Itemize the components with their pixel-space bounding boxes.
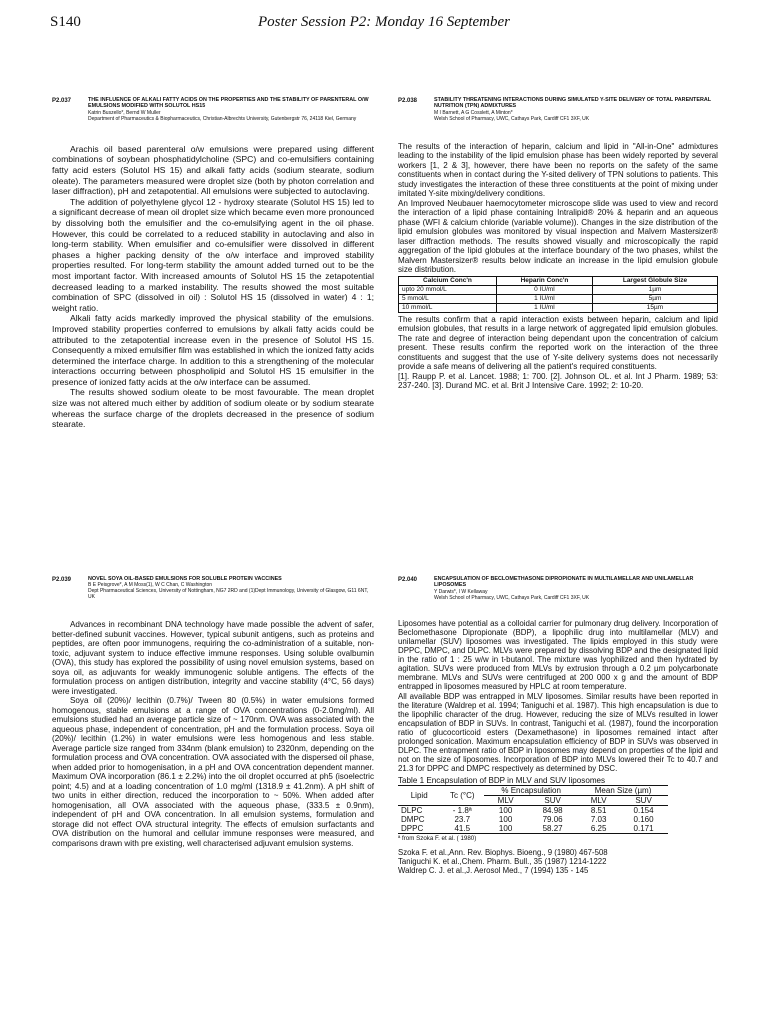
body-paragraph: Alkali fatty acids markedly improved the physical stability of the emulsions. Improved stability properties conferred to emulsions by alkali fatty acids could be attributed to the zetapotential increase even in the presence of Solutol HS 15. Consequently a mixed emulsifier film was established in which the ionized fatty acids determined the interface charge. In addition to this a strengthening of the molecular interactions occurring between phospholipid and Solutol HS 15 emulsifier in the presence of ionized fatty acids at the o/w interface can be assumed. <box>52 313 374 387</box>
abstract-meta <box>434 97 718 122</box>
table-row <box>399 285 718 294</box>
table-cell: 100 <box>484 824 527 834</box>
abstract-authors: Katrin Buszello*, Bernd W Muller <box>88 109 161 116</box>
abstract-id: P2.039 <box>52 577 72 583</box>
table-cell: upto 20 mmol/L <box>399 285 497 294</box>
bdp-encapsulation-table <box>398 785 668 834</box>
reference-item: Szoka F. et al.,Ann. Rev. Biophys. Bioeng., 9 (1980) 467-508 <box>398 848 608 858</box>
table-header: Tc (°C) <box>440 786 484 806</box>
page-header <box>50 14 718 36</box>
abstract-body <box>398 619 718 774</box>
table-header: % Encapsulation <box>484 786 578 796</box>
table-cell: 1µm <box>592 285 717 294</box>
page-number: S140 <box>50 14 81 30</box>
table-cell: 100 <box>498 806 513 816</box>
abstract-header <box>52 97 374 122</box>
body-paragraph: Arachis oil based parenteral o/w emulsions were prepared using different combinations of soybean phosphatidylcholine (SPC) and co-emulsifiers containing fatty acid esters (Solutol HS 15) and alkali fatty acids (sodium stearate, sodium oleate). The parameters measured were droplet size (both by photon correlation and laser diffraction), pH and zetapotential. All emulsions were subjected to autoclaving. <box>52 143 374 197</box>
abstract-authors: B E Peisgrove*, A M Moss(1), W C Chan, C Washington <box>88 582 213 589</box>
body-paragraph: The results showed sodium oleate to be most favourable. The mean droplet size was not altered much either by addition of sodium oleate or by sodium stearate whereas the surface charge of the droplets decreased in the presence of sodium stearate. <box>52 387 374 430</box>
table-cell: 0 IU/ml <box>496 285 592 294</box>
table-footnote: ª from Szoka F. et al. ( 1980) <box>398 835 477 843</box>
table-header: Heparin Conc'n <box>496 276 592 285</box>
body-paragraph: Soya oil (20%)/ lecithin (0.7%)/ Tween 80 (0.5%) in water emulsions formed homogenous, stable emulsions at a range of OVA concentrations (0-2.0mg/ml). All emulsions studied had an average particle size of ~ 170nm. OVA was associated with the aqueous phase, independent of concentration, pH and the formulation process. Soya oil (20%)/ lecithin (1.2%) in water emulsions were less homogenous and less stable. Average particle size ranged from 334nm (blank emulsion) to 2320nm, depending on the formulation process and OVA concentration. OVA associated with the dispersed oil phase, when added prior to homogenisation, in a pH and OVA concentration dependent manner. Maximum OVA incorporation (86.1 ± 2.2%) into the oil droplet occurred at ph5 (isoelectric point; 4.5) and at a loading concentration of 1.0 mg/ml (1318.9 ± 41.2nm). A pH shift of two units in either direction, reduced the incorporation to ~ 50%. When added after homogenisation, all OVA associated with the aqueous phase, (333.5 ± 0.9nm), independent of pH and OVA concentration. In all emulsion systems, formulation and storage did not effect OVA structural integrity. The effects of emulsion surfactants and OVA distribution on the humoral and cellular immune responses were measured, and comparisons drawn with pre existing, well characterised adjuvant emulsion systems. <box>52 696 374 848</box>
table-cell: 0.154 <box>633 806 654 816</box>
table-cell: 79.06 <box>542 815 563 825</box>
abstract-p2037 <box>52 97 374 430</box>
body-paragraph: All available BDP was entrapped in MLV liposomes. Similar results have been reported in the literature (Waldrep et al. 1994; Taniguchi et al. 1987). This high encapsulation is due to the lipophilic character of the drug. However, reducing the size of MLVs resulted in lower encapsulation of BDP in SUVs. In contrast, Taniguchi et al. (1987), found the incorporation ratio of glucocorticoid esters (Dexamethasone) in liposomes remained intact after prolonged sonication. Maximum encapsulation efficiency of BDP in SUVs was observed in DLPC. The entrapment ratio of BDP in liposomes may depend on properties of the lipid and not on the size of liposomes. Incorporation of BDP into MLVs lowered their Tc to 40.7 and 21.3 for DPPC and DMPC respectively as determined by DSC. <box>398 691 718 774</box>
table-cell: 1 IU/ml <box>496 294 592 303</box>
table-cell: 10 mmol/L <box>399 303 497 312</box>
table-cell: 7.03 <box>590 815 607 825</box>
abstract-body <box>398 142 718 391</box>
body-paragraph: The addition of polyethylene glycol 12 - hydroxy stearate (Solutol HS 15) led to a significant decrease of mean oil droplet size which became even more pronounced by dissolving both the emulsifier and the co-emulsifying agent in the oil phase. However, this could be correlated to a reduced stability in autoclaving and also in long-term stability. When emulsifier and co-emulsifier were dissolved in different phases a higher packing density of the o/w interface and improved stability properties resulted. For long-term stability the amount added turned out to be the most important factor. With increased amounts of Solutol HS 15 the zetapotential decreased leading to a marked instability. The results showed the most suitable combination of SPC (dissolved in oil) : Solutol HS 15 (dissolved in water) 4 : 1; weight ratio. <box>52 196 374 313</box>
table-cell: 8.51 <box>590 806 607 816</box>
table-cell: DLPC <box>401 806 423 816</box>
table-caption: Table 1 Encapsulation of BDP in MLV and SUV liposomes <box>398 776 606 786</box>
reference-item: Taniguchi K. et al.,Chem. Pharm. Bull., 35 (1987) 1214-1222 <box>398 857 607 867</box>
calcium-heparin-table <box>398 276 718 313</box>
abstract-header <box>398 97 718 122</box>
abstract-meta <box>88 576 374 600</box>
abstract-title: NOVEL SOYA OIL-BASED EMULSIONS FOR SOLUBLE PROTEIN VACCINES <box>88 576 282 582</box>
table-cell: - 1.8ª <box>452 806 472 816</box>
table-cell: 100 <box>498 815 513 825</box>
abstract-authors: M I Barnett, A G Cosslett, A Minton* <box>434 109 513 116</box>
abstract-body <box>52 620 374 848</box>
table-cell: 6.25 <box>578 824 619 834</box>
table-cell: 23.7 <box>454 815 471 825</box>
references <box>398 848 718 875</box>
body-paragraph: Advances in recombinant DNA technology have made possible the advent of safer, better-defined subunit vaccines. However, typical subunit antigens, such as proteins and peptides, are often poor immunogens, requiring the co-administration of a suitable, non-toxic, adjuvant system to induce effective immune responses. Using soluble ovalbumin (OVA), this study has explored the possibility of using novel emulsion systems, based on soya oil, as adjuvants for weakly immunogenic soluble antigens. The effects of the formulation process on antigen distribution, integrity and vaccine stability (4°C, 56 days) were investigated. <box>52 620 374 696</box>
table-row <box>398 815 668 824</box>
abstract-affiliation: Dept Pharmaceutical Sciences, University of Nottingham, NG7 2RD and (1)Dept Immunology, University of Glasgow, G11 6NT, UK <box>88 588 369 601</box>
table-subheader: SUV <box>527 796 578 806</box>
abstract-body <box>52 144 374 430</box>
table-subheader: SUV <box>619 796 668 806</box>
table-row <box>399 294 718 303</box>
abstract-id: P2.037 <box>52 98 72 104</box>
abstract-title: THE INFLUENCE OF ALKALI FATTY ACIDS ON THE PROPERTIES AND THE STABILITY OF PARENTERAL O/W EMULSIONS MODIFIED WITH SOLUTOL HS15 <box>88 97 369 110</box>
table-cell: 0.171 <box>619 824 668 834</box>
table-subheader: MLV <box>484 796 527 806</box>
abstract-meta <box>88 97 374 122</box>
table-subheader: MLV <box>578 796 619 806</box>
table-cell: 0.160 <box>633 815 654 825</box>
abstract-header <box>398 576 718 601</box>
body-paragraph: The results of the interaction of heparin, calcium and lipid in "All-in-One" admixtures leading to the instability of the lipid emulsion phase has been widely reported by several workers [1, 2 & 3], however, there have been no reports on the safety of the same constituents when in contact during the Y-sited delivery of TPN solutions to patients. This study investigates the interaction of these three constituents at the point of mixing under imitated Y-site mixing/delivery conditions. <box>398 141 718 199</box>
reference-item: Waldrep C. J. et al.,J. Aerosol Med., 7 (1994) 135 - 145 <box>398 866 589 876</box>
abstract-authors: Y Darwis*, I W Kellaway <box>434 588 488 595</box>
abstract-meta <box>434 576 718 601</box>
table-header: Calcium Conc'n <box>399 276 497 285</box>
body-paragraph: Liposomes have potential as a colloidal carrier for pulmonary drug delivery. Incorporation of Beclomethasone Dipropionate (BDP), a lipophilic drug into multilamellar (MLV) and unilamellar (SUV) liposomes was investigated. The lipids employed in this study were DPPC, DMPC, and DLPC. MLVs were prepared by dissolving BDP and the designated lipid in the ratio of 1 : 25 w/w in t-butanol. The mixture was lyophilized and then hydrated by agitation. SUVs were produced from MLVs by extrusion through a 0.2 µm polycarbonate membrane. MLVs and SUVs were centrifuged at 200 000 x g and the amount of BDP entrapped in liposomes measured by HPLC at room temperature. <box>398 618 718 692</box>
abstract-p2038 <box>398 97 718 391</box>
table-cell: DPPC <box>398 824 440 834</box>
table-header: Lipid <box>398 786 440 806</box>
abstract-affiliation: Department of Pharmaceutics & Biopharmaceutics, Christian-Albrechts University, Gutenbergstr 76, 24118 Kiel, Germany <box>88 115 357 122</box>
table-cell: 84.98 <box>542 806 563 816</box>
references: [1]. Raupp P. et al. Lancet. 1988; 1: 700. [2]. Johnson OL. et al. Int J Pharm. 1989; 53: 237-240. [3]. Durand MC. et al. Brit J Intensive Care. 1992; 2: 10-20. <box>398 371 718 391</box>
body-paragraph: The results confirm that a rapid interaction exists between heparin, calcium and lipid emulsion globules, that results in a large network of aggregated lipid emulsion globules. The rate and degree of interaction being dependant upon the concentration of calcium present. These results confirm the reported work on the interaction of the three constituents and suggest that the use of Y-site delivery systems does not necessarily provide a safe means of delivering all the patient's required constituents. <box>398 314 718 372</box>
abstract-header <box>52 576 374 600</box>
abstract-p2039 <box>52 576 374 848</box>
body-paragraph: An Improved Neubauer haemocytometer microscope slide was used to view and record the interaction of a lipid phase containing Intralipid® 20% & heparin and an aqueous phase (WFI & calcium chloride (variable volume)). Changes in the size distribution of the lipid emulsion globules was monitored by visual inspection and Malvern Mastersizer® laser diffraction methods. The results showed visually and microscopically the rapid aggregation of the lipid globules at the interface boundary of the two phases, whilst the Malvern Mastersizer® results below indicate an increase in the lipid emulsion globule size distribution. <box>398 198 718 275</box>
table-cell: 41.5 <box>440 824 484 834</box>
table-cell: 15µm <box>592 303 717 312</box>
abstract-title: STABILITY THREATENING INTERACTIONS DURING SIMULATED Y-SITE DELIVERY OF TOTAL PARENTERAL NUTRITION (TPN) ADMIXTURES <box>434 97 711 110</box>
table-row <box>399 303 718 312</box>
table-row <box>398 824 668 834</box>
table-cell: 5 mmol/L <box>399 294 497 303</box>
abstract-id: P2.038 <box>398 98 418 104</box>
table-cell: 58.27 <box>527 824 578 834</box>
abstract-affiliation: Welsh School of Pharmacy, UWC, Cathays Park, Cardiff CF1 3XF, UK <box>434 594 590 601</box>
abstract-affiliation: Welsh School of Pharmacy, UWC, Cathays Park, Cardiff CF1 3XF, UK <box>434 115 590 122</box>
abstract-title: ENCAPSULATION OF BECLOMETHASONE DIPROPIONATE IN MULTILAMELLAR AND UNILAMELLAR LIPOSOMES <box>434 576 694 589</box>
table-header: Largest Globule Size <box>592 276 717 285</box>
table-cell: DMPC <box>401 815 425 825</box>
abstract-p2040 <box>398 576 718 875</box>
table-cell: 5µm <box>592 294 717 303</box>
session-title: Poster Session P2: Monday 16 September <box>257 14 511 30</box>
table-cell: 1 IU/ml <box>496 303 592 312</box>
table-row <box>398 806 668 816</box>
table-header: Mean Size (µm) <box>578 786 668 796</box>
abstract-id: P2.040 <box>398 577 418 583</box>
